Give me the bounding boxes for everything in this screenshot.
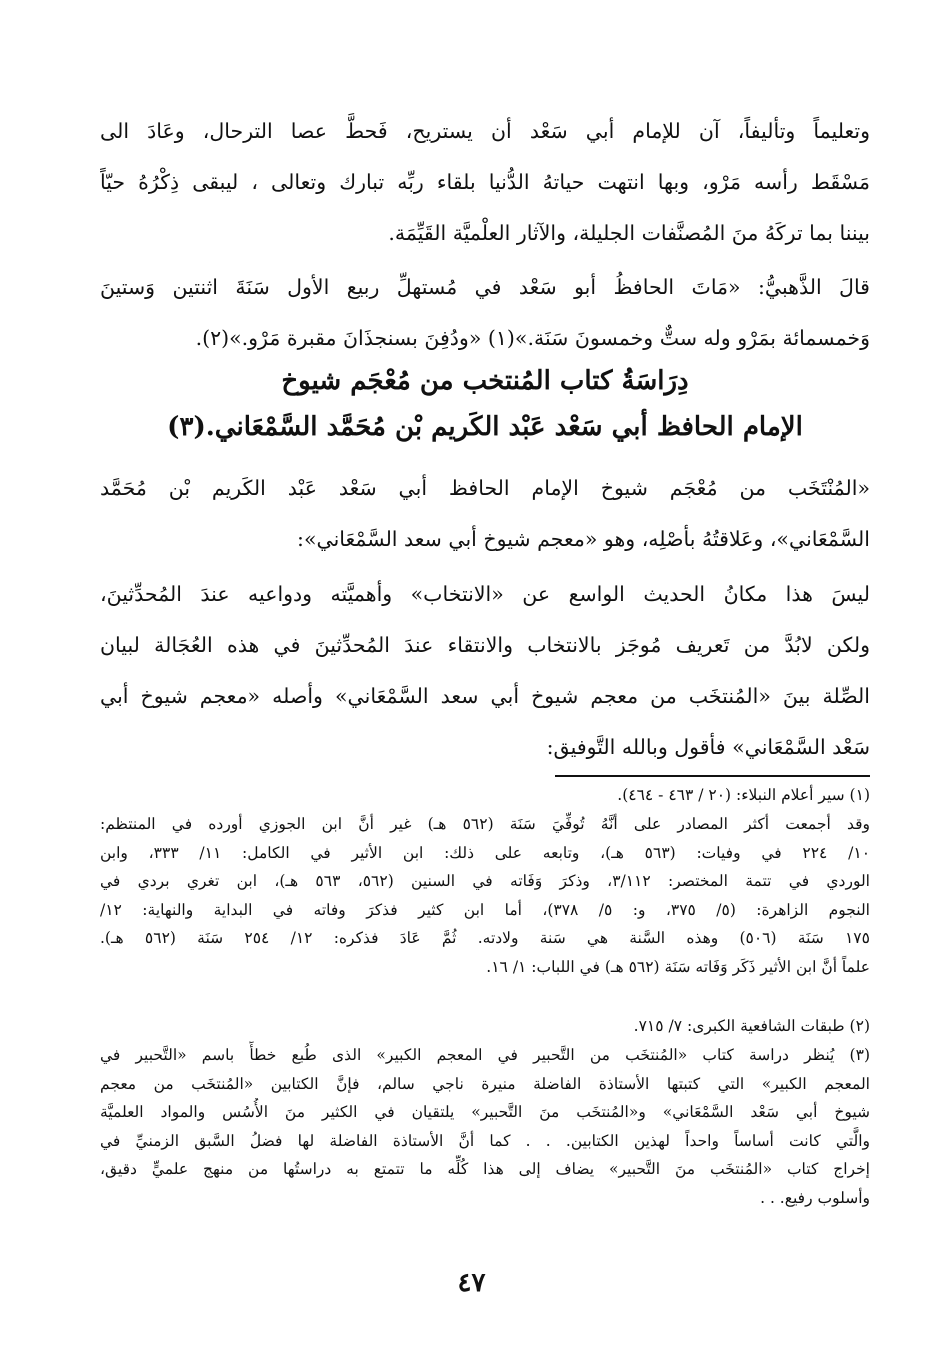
text-line: ليسَ هذا مكانُ الحديث الواسع عن «الانتخاب» وأهميَّته ودواعيه عندَ المُحدِّثينَ، (100, 582, 870, 606)
paragraph-intikhab (100, 569, 870, 773)
footnote-2 (100, 1012, 870, 1041)
page-number: ٤٧ (457, 1268, 486, 1298)
heading-line: دِرَاسَةُ كتاب المُنتخب من مُعْجَم شيوخ (281, 366, 689, 396)
footnote-1-body (100, 810, 870, 981)
footnote-1 (100, 781, 870, 810)
text-line: الصِّلة بينَ «المُنتخَب من معجم شيوخ أبي سعد السَّمْعَاني» وأصله «معجم شيوخ أبي (100, 684, 870, 708)
text-line: ولكن لابُدَّ من تَعريف مُوجَز بالانتخاب والانتقاء عندَ المُحدِّثينَ في هذه العُجَالة لبيان (100, 633, 870, 657)
text-line: سَعْد السَّمْعَاني» فأقول وبالله التَّوفيق: (546, 735, 870, 759)
text-line: بيننا بما تركَهُ منَ المُصنَّفات الجليلة، والآثار العلْميَّة القَيِّمَة. (388, 221, 870, 245)
paragraph-dhahabi-quote (100, 262, 870, 364)
paragraph-subtitle (100, 463, 870, 565)
footnote-line: والَّتي كانت أساساً واحداً لهذين الكتابين. . . كما أنَّ الأستاذة الفاضلة لها فضلُ السَّبق الزمنيِّ في (100, 1131, 870, 1150)
footnote-line: ١٧٥ سَنَة (٥٠٦) وهذه السَّنة هي سَنة ولادته. ثُمَّ عَادَ فذكره: ١٢/ ٢٥٤ سَنَة (٥٦٢ هـ). (100, 929, 870, 947)
footnote-line: المعجم الكبير» التي كتبتها الأستاذة الفاضلة منيرة ناجي سالم، فإنَّ الكتابين «المُنتخَب من معجم (100, 1074, 870, 1093)
paragraph-intro (100, 106, 870, 259)
footnote-line: وقد أجمعت أكثر المصادر على أنَّهُ تُوفِّيَ سَنَة (٥٦٢ هـ) غير أنَّ ابن الجوزي أورده في المنتظم: (100, 815, 870, 833)
text-line: وَخمسمائة بمَرْو وله ستٌّ وخمسونَ سَنَة.»(١) «ودُفِنَ بسنجذَانَ مقبرة مَرْو.»(٢). (195, 326, 870, 350)
text-line: مَسْقَط رأسه مَرْو، وبها انتهت حياتهُ الدُّنيا بلقاء ربِّه تبارك وتعالى ، ليبقى ذِكْرُهُ حيّاً (100, 170, 870, 194)
footnote-line: (٣) يُنظر دراسة كتاب «المُنتخَب من التَّحبير في المعجم الكبير» الذى طُبع خطأً باسم «التَّحبير في (100, 1046, 870, 1064)
section-heading (100, 358, 870, 450)
footnote-line: وأسلوب رفيع. . . (760, 1188, 870, 1207)
footnote-line: الوردي في تتمة المختصر: ٣/١١٢، وذكرَ وَفَاته في السنين (٥٦٢، ٥٦٣ هـ)، ابن تغري بردي في (100, 872, 870, 890)
footnote-3 (100, 1041, 870, 1212)
footnote-line: (٢) طبقات الشافعية الكبرى: ٧/ ٧١٥. (633, 1017, 870, 1035)
text-line: «المُنْتَخَب من مُعْجَم شيوخ الإمام الحافظ أبي سَعْد عَبْد الكَريم بْن مُحَمَّد (100, 476, 870, 500)
footnote-line: (١) سير أعلام النبلاء: (٢٠ / ٤٦٣ - ٤٦٤). (617, 786, 870, 804)
text-line: قالَ الذَّهبيُّ: «مَاتَ الحافظُ أبو سَعْد في مُستهلِّ ربيع الأول سَنَةَ اثنتين وَستينَ (100, 275, 870, 299)
text-line: السَّمْعَاني»، وعَلاقتُهُ بأصْلِه، وهو «معجم شيوخ أبي سعد السَّمْعَاني»: (297, 527, 870, 551)
footnote-line: شيوخ أبي سَعْد السَّمْعَاني» و«المُنتخَب منَ التَّحبير» يلتقيان في الكثير منَ الأُسُس والمواد العلميَّة (100, 1103, 870, 1121)
footnote-line: علماً أنَّ ابن الأثير ذَكَر وَفَاته سَنَة (٥٦٢ هـ) في اللباب: ١/ ١٦. (486, 957, 870, 976)
footnote-line: إخراج كتاب «المُنتخَب منَ التَّحبير» يضاف إلى هذا كُلِّه ما تتمتع به دراستُها من منهج علميٍّ دقيق، (100, 1160, 870, 1178)
footnote-line: ١٠/ ٢٢٤ في وفيات: (٥٦٣ هـ)، وتابعه على ذلك: ابن الأثير في الكامل: ١١/ ٣٣٣، وابن (100, 843, 870, 862)
text-line: وتعليماً وتأليفاً، آن للإمام أبي سَعْد أن يستريح، فَحطَّ عصا الترحال، وعَادَ الى (100, 119, 870, 143)
footnote-line: النجوم الزاهرة: (٥/ ٣٧٥، و: ٥/ ٣٧٨)، أما ابن كثير فذكرَ وفاته في البداية والنهاية: ١٢/ (100, 900, 870, 919)
footnote-divider (555, 775, 870, 777)
heading-line: الإمام الحافظ أبي سَعْد عَبْد الكَريم بْن مُحَمَّد السَّمْعَاني.(٣) (167, 412, 803, 442)
